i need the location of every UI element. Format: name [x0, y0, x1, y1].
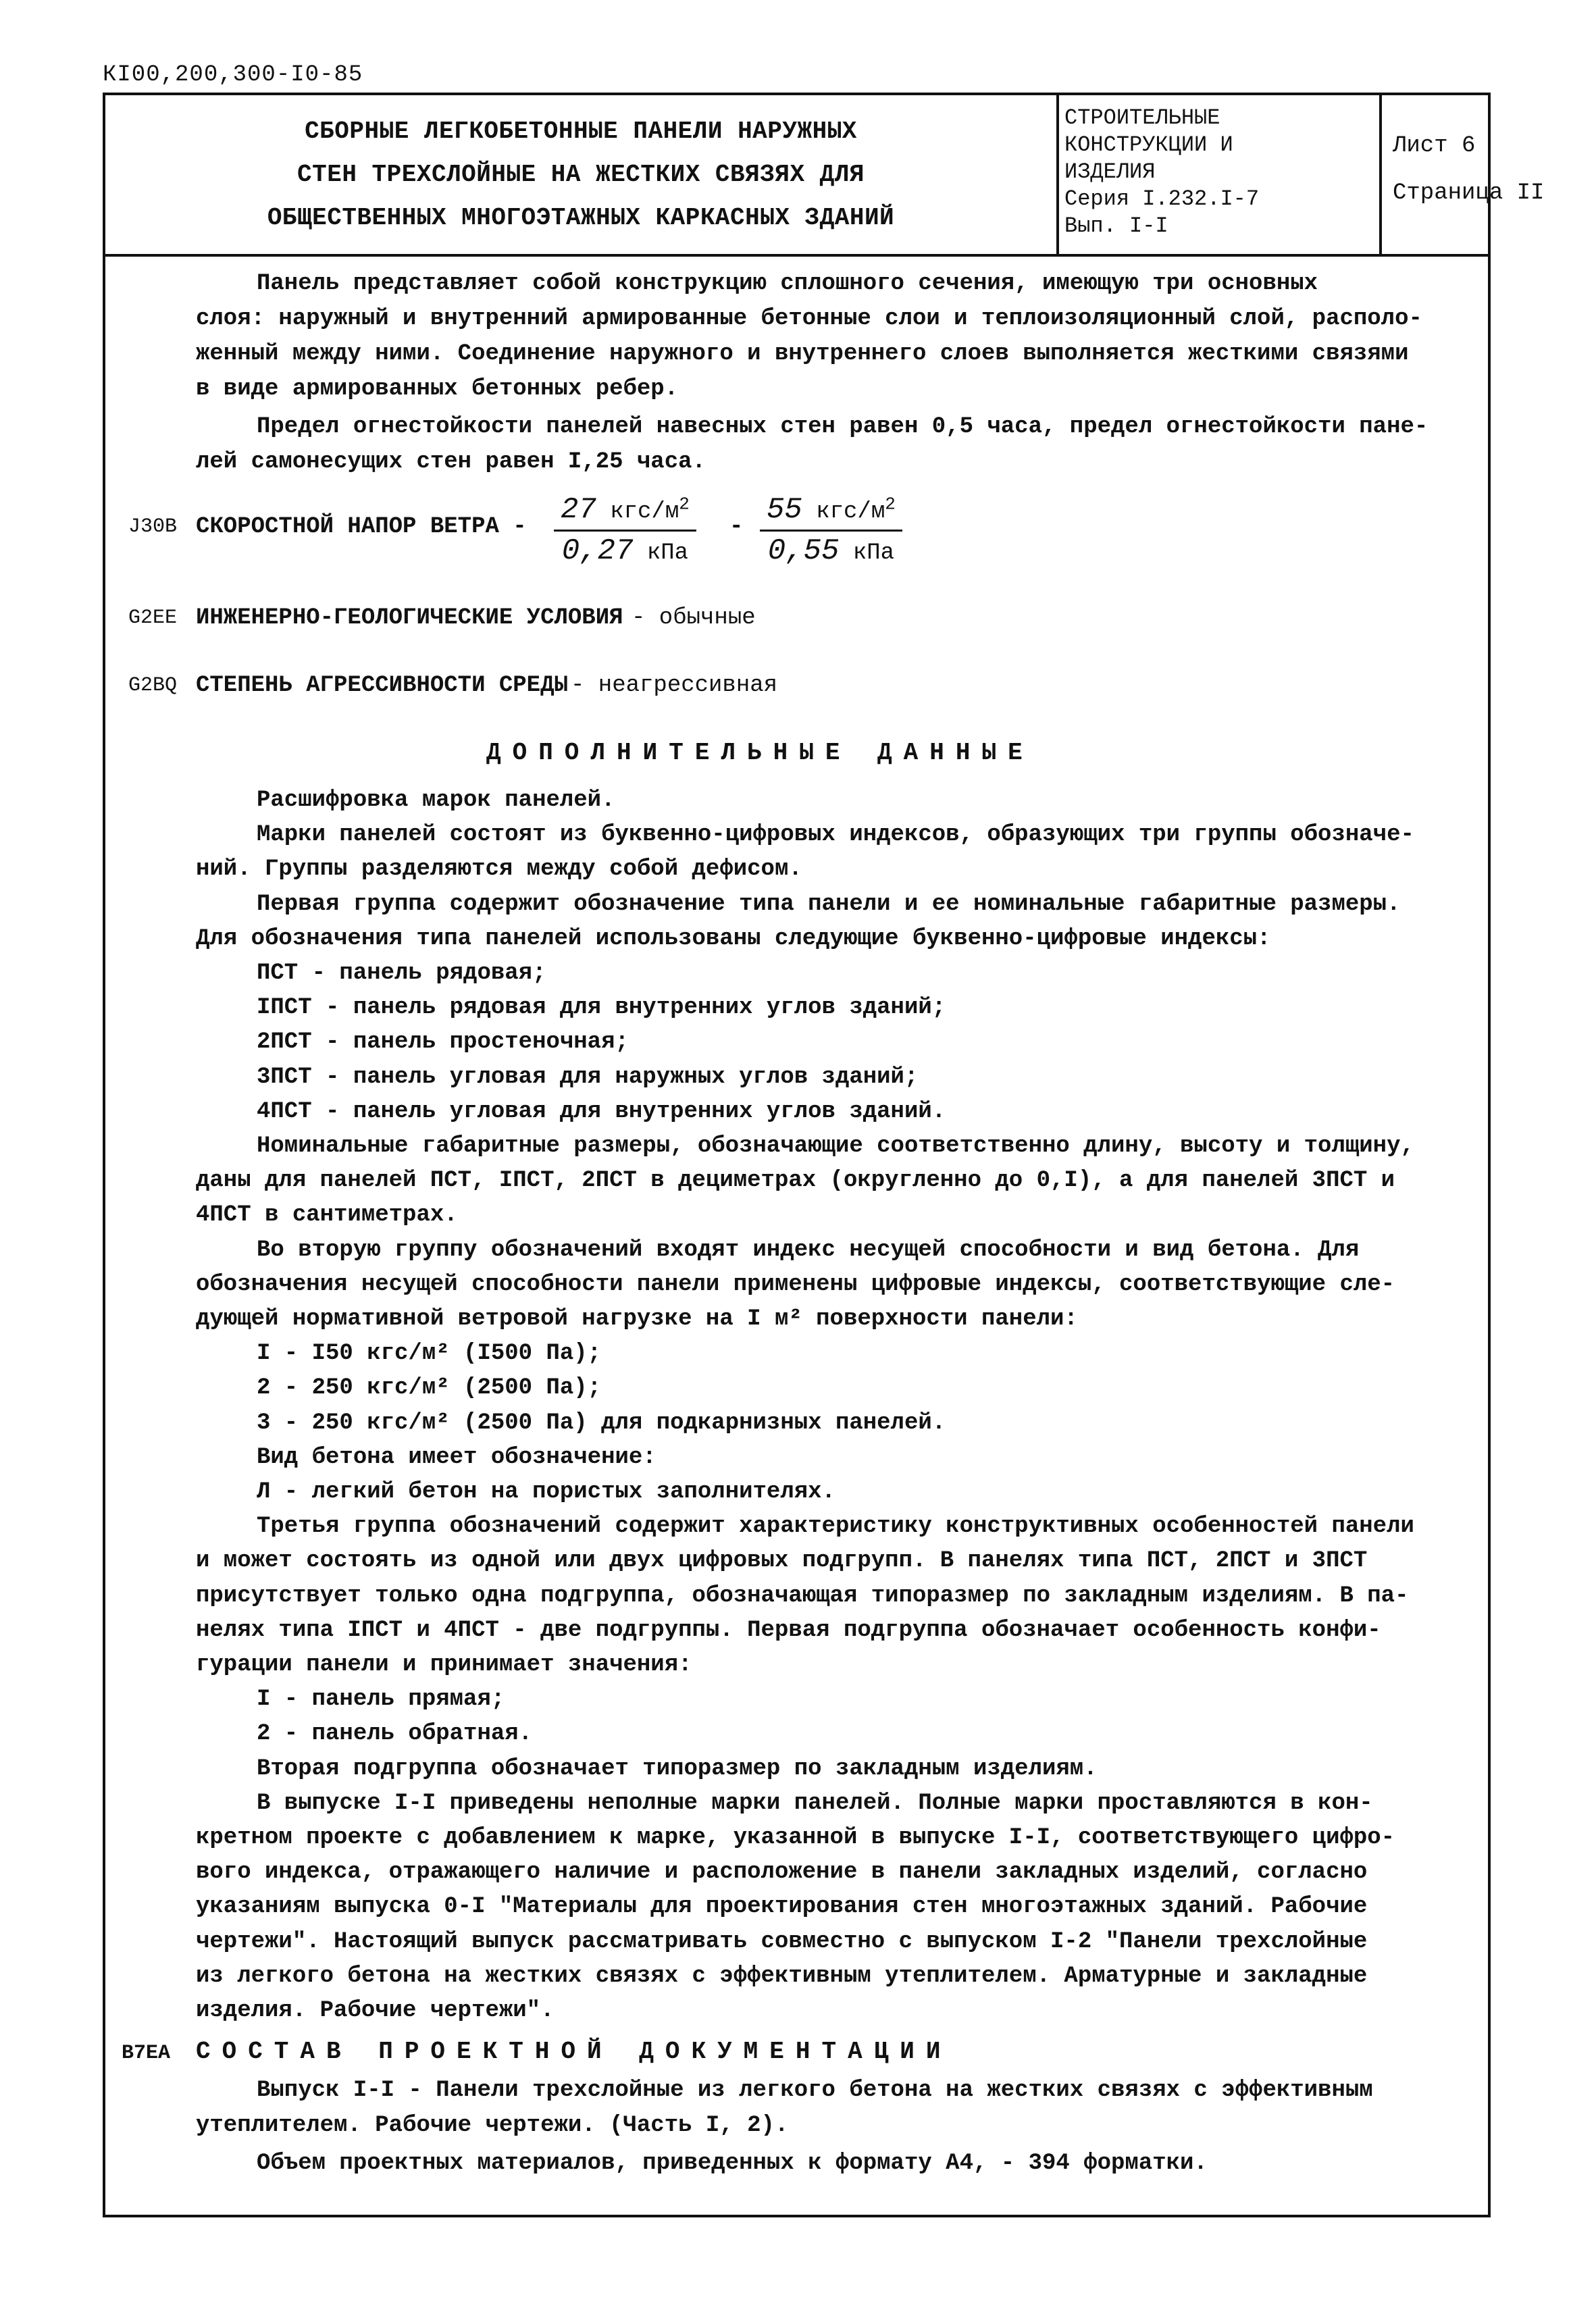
section-heading-extra: ДОПОЛНИТЕЛЬНЫЕ ДАННЫЕ	[486, 739, 1034, 767]
paragraph-line: дующей нормативной ветровой нагрузке на I м² поверхности панели:	[196, 1306, 1078, 1332]
title-block	[105, 95, 1545, 257]
document-code: КI00,200,300-I0-85	[103, 62, 363, 88]
document-title	[105, 95, 1059, 254]
wind-value-kpa-low: 0,27	[561, 534, 634, 568]
paragraph-line: I - I50 кгс/м² (I500 Па);	[257, 1341, 602, 1366]
paragraph-line: вого индекса, отражающего наличие и расположение в панели закладных изделий, согласно	[196, 1859, 1368, 1885]
paragraph-line: нелях типа IПСТ и 4ПСТ - две подгруппы. Первая подгруппа обозначает особенность конфи-	[196, 1618, 1381, 1643]
paragraph-line: Выпуск I-I - Панели трехслойные из легкого бетона на жестких связях с эффективным	[257, 2078, 1373, 2103]
range-dash: -	[729, 514, 744, 540]
paragraph-line: женный между ними. Соединение наружного и внутреннего слоев выполняется жесткими связями	[196, 341, 1409, 367]
wind-code: J30B	[128, 515, 178, 538]
paragraph-line: I - панель прямая;	[257, 1687, 505, 1712]
paragraph-line: изделия. Рабочие чертежи".	[196, 1998, 555, 2024]
paragraph-line: 2ПСТ - панель простеночная;	[257, 1029, 629, 1055]
unit-label: кгс/м	[610, 499, 679, 525]
title-line: СБОРНЫЕ ЛЕГКОБЕТОННЫЕ ПАНЕЛИ НАРУЖНЫХ	[305, 117, 857, 145]
superscript: 2	[679, 494, 690, 515]
aggr-value: - неагрессивная	[571, 673, 778, 698]
paragraph-line: слоя: наружный и внутренний армированные бетонные слои и теплоизоляционный слой, располо-	[196, 306, 1422, 332]
paragraph-line: Третья группа обозначений содержит характеристику конструктивных особенностей панели	[257, 1514, 1414, 1539]
wind-value-kgs-high: 55	[767, 493, 802, 527]
paragraph-line: присутствует только одна подгруппа, обозначающая типоразмер по закладным изделиям. В па-	[196, 1583, 1409, 1609]
title-line: СТЕН ТРЕХСЛОЙНЫЕ НА ЖЕСТКИХ СВЯЗЯХ ДЛЯ	[297, 160, 865, 188]
paragraph-line: Расшифровка марок панелей.	[257, 788, 615, 813]
paragraph-line: 4ПСТ - панель угловая для внутренних углов зданий.	[257, 1099, 946, 1125]
aggr-code: G2BQ	[128, 674, 178, 697]
page-number: Страница II	[1393, 180, 1545, 206]
paragraph-line: гурации панели и принимает значения:	[196, 1652, 692, 1678]
paragraph-line: 3ПСТ - панель угловая для наружных углов зданий;	[257, 1064, 919, 1090]
aggr-label: СТЕПЕНЬ АГРЕССИВНОСТИ СРЕДЫ	[196, 673, 568, 698]
section-heading-composition: СОСТАВ ПРОЕКТНОЙ ДОКУМЕНТАЦИИ	[196, 2038, 952, 2065]
geo-label: ИНЖЕНЕРНО-ГЕОЛОГИЧЕСКИЕ УСЛОВИЯ	[196, 605, 623, 631]
paragraph-line: 2 - 250 кгс/м² (2500 Па);	[257, 1375, 602, 1401]
series-cell	[1059, 95, 1382, 254]
paragraph-line: Вид бетона имеет обозначение:	[257, 1445, 657, 1470]
paragraph-line: Марки панелей состоят из буквенно-цифровых индексов, образующих три группы обозначе-	[257, 822, 1414, 848]
paragraph-line: обозначения несущей способности панели применены цифровые индексы, соответствующие сле-	[196, 1272, 1395, 1297]
paragraph-line: 4ПСТ в сантиметрах.	[196, 1202, 458, 1228]
paragraph-line: чертежи". Настоящий выпуск рассматривать совместно с выпуском I-2 "Панели трехслойные	[196, 1929, 1368, 1955]
paragraph-line: Для обозначения типа панелей использованы следующие буквенно-цифровые индексы:	[196, 926, 1271, 952]
composition-code: B7EA	[122, 2042, 171, 2065]
superscript: 2	[885, 494, 896, 515]
paragraph-line: Вторая подгруппа обозначает типоразмер по закладным изделиям.	[257, 1756, 1098, 1782]
paragraph-line: из легкого бетона на жестких связях с эффективным утеплителем. Арматурные и закладные	[196, 1963, 1368, 1989]
paragraph-line: ПСТ - панель рядовая;	[257, 960, 546, 986]
paragraph-line: лей самонесущих стен равен I,25 часа.	[196, 449, 706, 475]
paragraph-line: Панель представляет собой конструкцию сплошного сечения, имеющую три основных	[257, 271, 1318, 297]
title-line: ОБЩЕСТВЕННЫХ МНОГОЭТАЖНЫХ КАРКАСНЫХ ЗДАНИЙ	[267, 203, 895, 232]
paragraph-line: Первая группа содержит обозначение типа панели и ее номинальные габаритные размеры.	[257, 892, 1401, 917]
unit-label: кПа	[852, 540, 895, 566]
paragraph-line: указаниям выпуска 0-I "Материалы для проектирования стен многоэтажных зданий. Рабочие	[196, 1894, 1368, 1920]
geo-code: G2ЕЕ	[128, 607, 178, 629]
paragraph-line: 2 - панель обратная.	[257, 1721, 533, 1747]
paragraph-line: Во вторую группу обозначений входят индекс несущей способности и вид бетона. Для	[257, 1237, 1360, 1263]
wind-value-kpa-high: 0,55	[767, 534, 840, 568]
sheet-cell	[1385, 95, 1545, 254]
geo-value: - обычные	[632, 605, 756, 631]
paragraph-line: IПСТ - панель рядовая для внутренних углов зданий;	[257, 995, 946, 1021]
series-line: ИЗДЕЛИЯ	[1064, 159, 1156, 184]
paragraph-line: В выпуске I-I приведены неполные марки панелей. Полные марки проставляются в кон-	[257, 1791, 1373, 1816]
unit-label: кгс/м	[816, 499, 885, 525]
paragraph-line: Номинальные габаритные размеры, обозначающие соответственно длину, высоту и толщину,	[257, 1133, 1414, 1159]
series-line: КОНСТРУКЦИИ И	[1064, 132, 1233, 157]
wind-fraction-kgs	[554, 493, 696, 568]
paragraph-line: 3 - 250 кгс/м² (2500 Па) для подкарнизных панелей.	[257, 1410, 946, 1436]
wind-fraction-kpa	[760, 493, 902, 568]
wind-label: СКОРОСТНОЙ НАПОР ВЕТРА -	[196, 514, 527, 540]
sheet-number: Лист 6	[1393, 133, 1476, 159]
paragraph-line: утеплителем. Рабочие чертежи. (Часть I, 2).	[196, 2113, 789, 2138]
paragraph-line: Объем проектных материалов, приведенных к формату А4, - 394 форматки.	[257, 2151, 1208, 2176]
series-line: Серия I.232.I-7	[1064, 186, 1260, 211]
paragraph-line: Л - легкий бетон на пористых заполнителях.	[257, 1479, 835, 1505]
paragraph-line: и может состоять из одной или двух цифровых подгрупп. В панелях типа ПСТ, 2ПСТ и 3ПСТ	[196, 1548, 1368, 1574]
series-line: Вып. I-I	[1064, 213, 1168, 238]
paragraph-line: в виде армированных бетонных ребер.	[196, 376, 679, 402]
paragraph-line: ний. Группы разделяются между собой дефисом.	[196, 856, 802, 882]
wind-value-kgs-low: 27	[561, 493, 596, 527]
paragraph-line: даны для панелей ПСТ, IПСТ, 2ПСТ в дециметрах (округленно до 0,I), а для панелей 3ПСТ и	[196, 1168, 1395, 1193]
unit-label: кПа	[646, 540, 689, 566]
series-line: СТРОИТЕЛЬНЫЕ	[1064, 105, 1220, 130]
paragraph-line: кретном проекте с добавлением к марке, указанной в выпуске I-I, соответствующего цифро-	[196, 1825, 1395, 1851]
paragraph-line: Предел огнестойкости панелей навесных стен равен 0,5 часа, предел огнестойкости пане-	[257, 414, 1428, 440]
